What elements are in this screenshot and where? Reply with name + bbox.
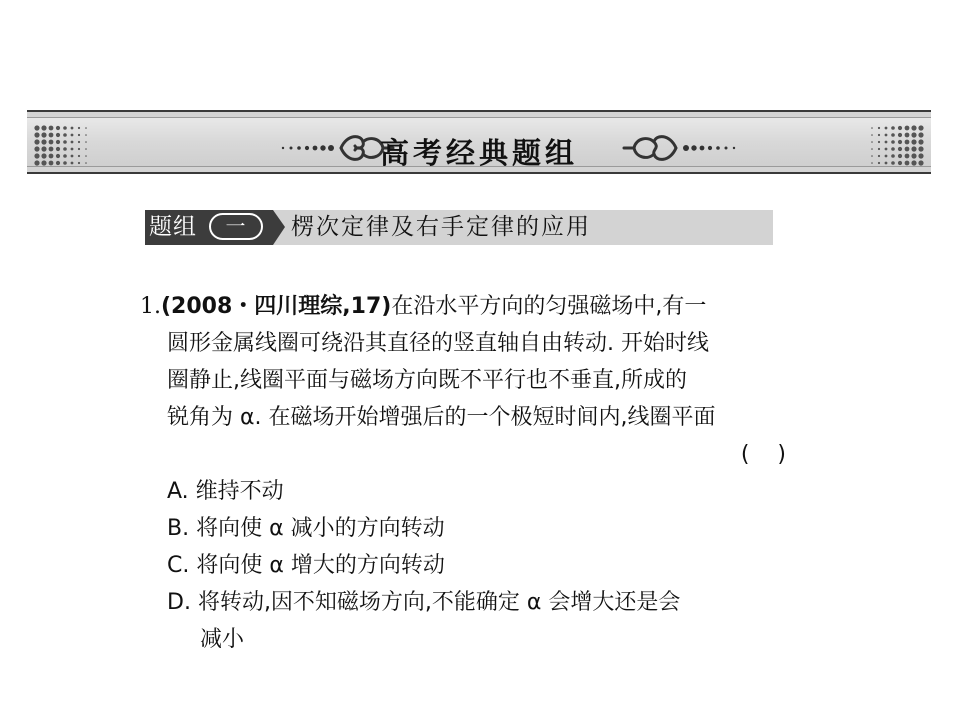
option-label: B. — [167, 516, 190, 541]
question-line-3: 圈静止,线圈平面与磁场方向既不平行也不垂直,所成的 — [167, 368, 687, 393]
question-line-2: 圆形金属线圈可绕沿其直径的竖直轴自由转动. 开始时线 — [167, 331, 709, 356]
banner — [27, 110, 931, 174]
banner-inner — [27, 117, 931, 170]
question-line-1 — [140, 288, 790, 325]
option-d — [140, 584, 790, 621]
answer-blank: ( ) — [740, 442, 786, 467]
option-text: 将向使 α 减小的方向转动 — [196, 516, 445, 541]
option-a — [140, 473, 790, 510]
option-label: D. — [167, 590, 191, 615]
option-text: 将向使 α 增大的方向转动 — [196, 553, 445, 578]
option-text: 将转动,因不知磁场方向,不能确定 α 会增大还是会 — [197, 590, 681, 615]
group-tag — [145, 210, 273, 245]
section-title: 楞次定律及右手定律的应用 — [291, 214, 591, 240]
group-tag-label: 题组 — [149, 214, 197, 240]
question-block — [140, 288, 790, 658]
question-source: (2008・四川理综,17) — [161, 294, 392, 319]
option-label: A. — [167, 479, 189, 504]
group-tag-number: 一 — [209, 213, 263, 240]
banner-title: 高考经典题组 — [379, 136, 578, 170]
section-header — [145, 210, 773, 245]
option-text: 维持不动 — [195, 479, 284, 504]
question-text: 在沿水平方向的匀强磁场中,有一 — [391, 294, 707, 319]
question-line-4: 锐角为 α. 在磁场开始增强后的一个极短时间内,线圈平面 — [167, 405, 716, 430]
option-b — [140, 510, 790, 547]
flourish-right-icon — [620, 128, 740, 168]
option-c — [140, 547, 790, 584]
option-d-continuation: 减小 — [200, 627, 245, 652]
option-label: C. — [167, 553, 190, 578]
tag-notch — [273, 210, 285, 245]
question-number: 1. — [140, 294, 161, 319]
